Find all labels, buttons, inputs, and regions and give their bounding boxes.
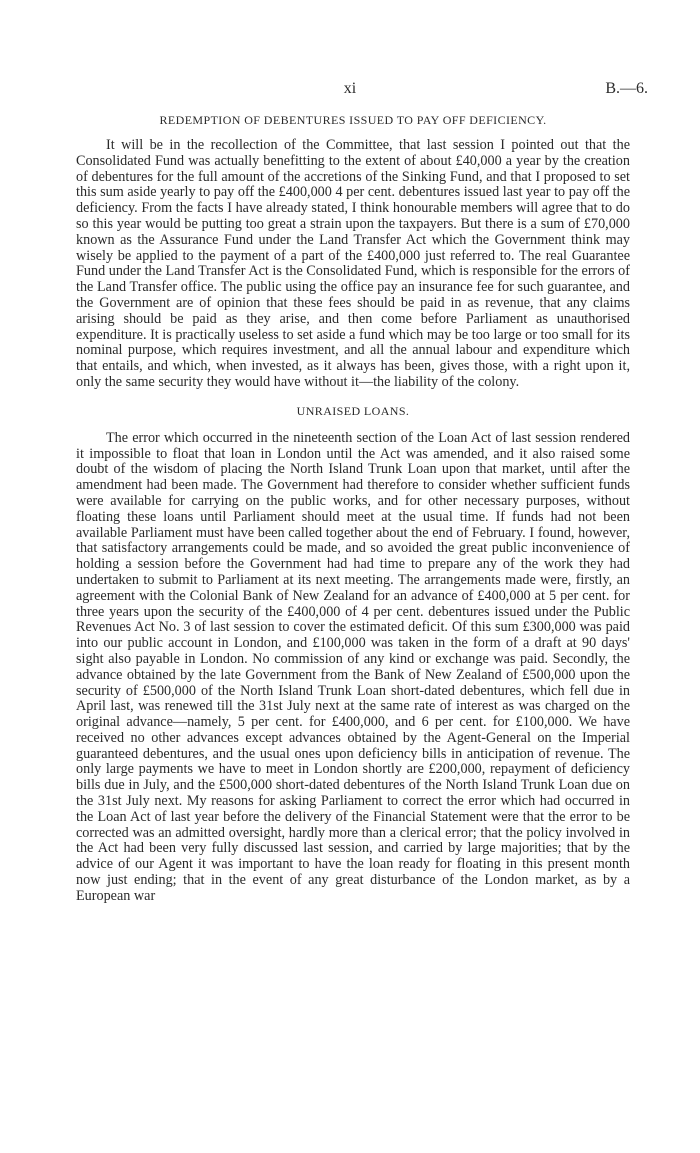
paper-reference: B.—6. [605, 80, 648, 97]
paragraph-redemption: It will be in the recollection of the Committee, that last session I pointed out that the Consolidated Fund was actually benefitting to the extent of about £40,000 a year by the creation of debentures for the full amount of the accretions of the Sinking Fund, and that I proposed to set this sum aside yearly to pay off the £400,000 4 per cent. debentures issued last year to pay off the deficiency. From the facts I have already stated, I think honourable members will agree that to do so this year would be putting too great a strain upon the taxpayers. But there is a sum of £70,000 known as the Assurance Fund under the Land Transfer Act which the Government think may wisely be applied to the payment of a part of the £400,000 just referred to. The real Guarantee Fund under the Land Transfer Act is the Consolidated Fund, which is responsible for the errors of the Land Transfer office. The public using the office pay an insurance fee for such guarantee, and the Government are of opinion that these fees should be paid in as revenue, that any claims arising should be paid as they arise, and then come before Parliament as unauthorised expenditure. It is practically useless to set aside a fund which may be too large or too small for its nominal purpose, which requires investment, and all the annual labour and expenditure which that entails, and which, when invested, as it always has been, gives those, with a right upon it, only the same security they would have without it—the liability of the colony. [76, 137, 630, 390]
page-number: xi [343, 80, 357, 97]
paragraph-unraised-loans: The error which occurred in the nineteenth section of the Loan Act of last session rendered it impossible to float that loan in London until the Act was amended, and it also raised some doubt of the wisdom of placing the North Island Trunk Loan upon that market, until after the amendment had been made. The Government had therefore to consider whether sufficient funds were available for carrying on the public works, and for other necessary purposes, without floating these loans until Parliament should meet at the usual time. If funds had not been available Parliament must have been called together about the end of February. I found, however, that satisfactory arrangements could be made, and so avoided the great public inconvenience of holding a session before the Government had had time to prepare any of the work they had undertaken to submit to Parliament at its next meeting. The arrangements made were, firstly, an agreement with the Colonial Bank of New Zealand for an advance of £400,000 at 5 per cent. for three years upon the security of the £400,000 of 4 per cent. debentures issued under the Public Revenues Act No. 3 of last session to cover the estimated deficit. Of this sum £300,000 was paid into our public account in London, and £100,000 was taken in the form of a draft at 90 days' sight also payable in London. No commission of any kind or exchange was paid. Secondly, the advance obtained by the late Government from the Bank of New Zealand of £500,000 upon the security of £500,000 of the North Island Trunk Loan short-dated debentures, which fell due in April last, was renewed till the 31st July next at the same rate of interest as was charged on the original advance—namely, 5 per cent. for £400,000, and 6 per cent. for £100,000. We have received no other advances except advances obtained by the Agent-General on the Imperial guaranteed debentures, and the usual ones upon deficiency bills in anticipation of revenue. The only large payments we have to meet in London shortly are £200,000, repayment of deficiency bills due in July, and the £500,000 short-dated debentures of the North Island Trunk Loan due on the 31st July next. My reasons for asking Parliament to correct the error which had occurred in the Loan Act of last year before the delivery of the Financial Statement were that the error to be corrected was an admitted oversight, hardly more than a clerical error; that the policy involved in the Act had been very fully discussed last session, and carried by large majorities; that by the advice of our Agent it was important to have the loan ready for floating in this present month now just ending; that in the event of any great disturbance of the London market, as by a European war [76, 429, 630, 904]
section-heading-redemption: REDEMPTION OF DEBENTURES ISSUED TO PAY OFF DEFICIENCY. [159, 113, 547, 127]
page-header [0, 80, 700, 100]
section-heading-unraised-loans: UNRAISED LOANS. [296, 403, 410, 418]
document-body [76, 112, 630, 905]
